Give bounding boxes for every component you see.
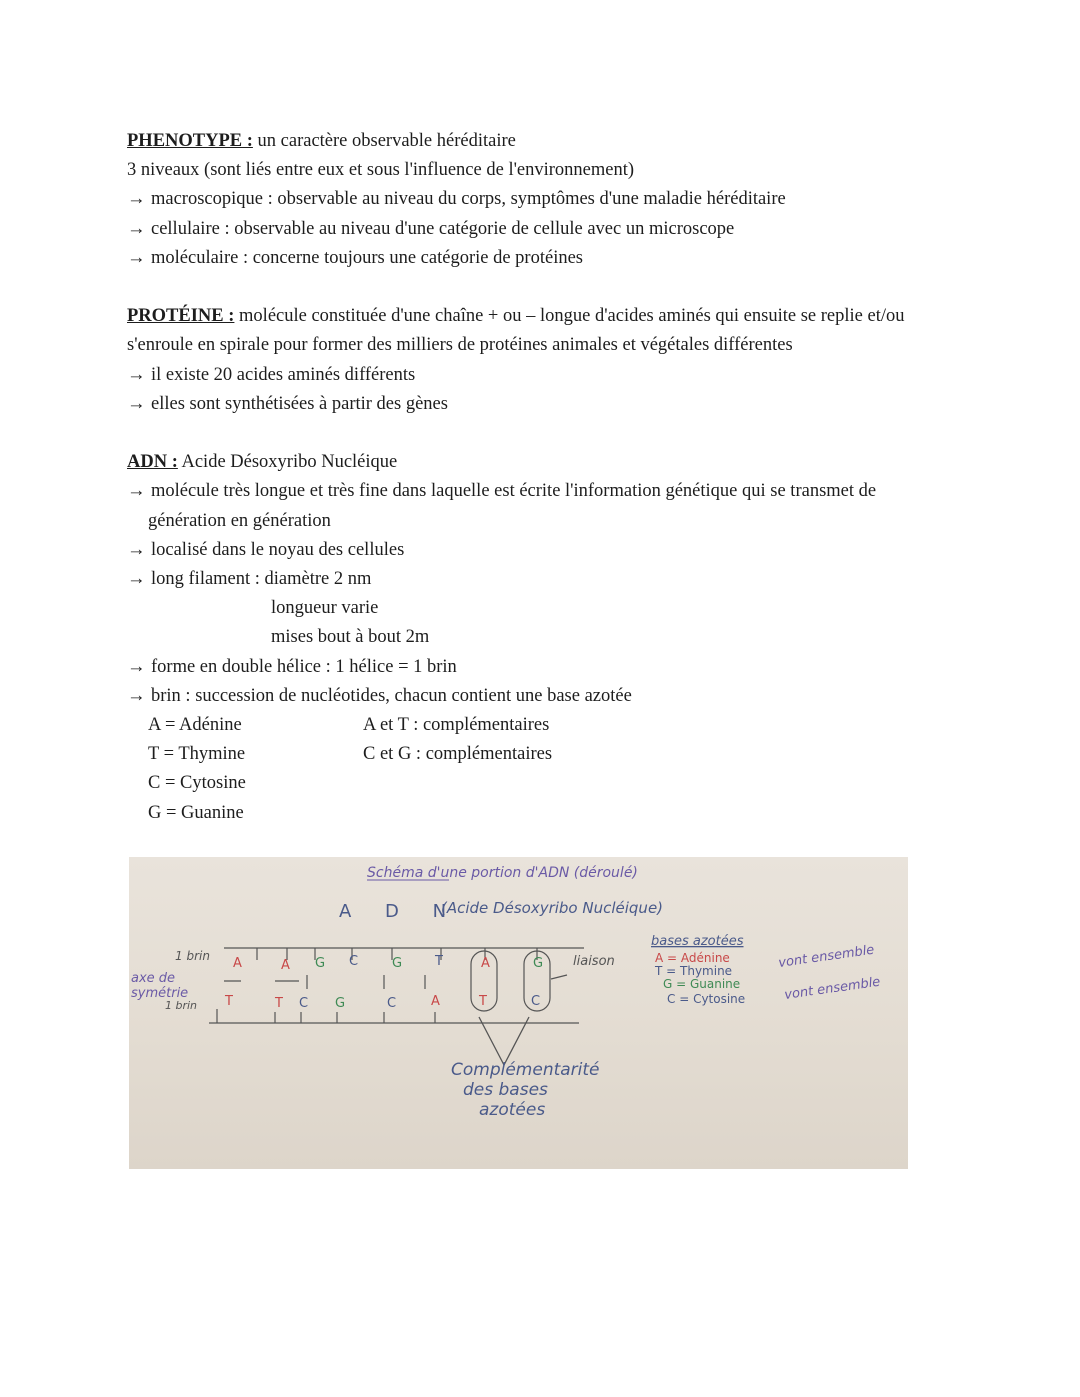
complement-item: C et G : complémentaires <box>363 744 553 765</box>
dna-diagram <box>129 857 908 1169</box>
base-row <box>127 740 957 769</box>
legend-ensemble-2: vont ensemble <box>783 974 882 1003</box>
label-brin-bottom: 1 brin <box>165 999 198 1012</box>
arrow-icon: → <box>127 189 146 210</box>
label-axe: axe de <box>131 971 176 986</box>
phenotype-bullet: → cellulaire : observable au niveau d'une catégorie de cellule avec un microscope <box>127 215 957 244</box>
arrow-icon: → <box>127 218 146 239</box>
document-body <box>127 127 957 828</box>
arrow-icon: → <box>127 364 146 385</box>
bottom-base: T <box>275 996 283 1011</box>
adn-heading: ADN : <box>127 452 178 473</box>
phenotype-bullet: → macroscopique : observable au niveau du corps, symptômes d'une maladie héréditaire <box>127 185 957 214</box>
complementarity-pointer <box>479 1017 529 1065</box>
legend-cytosine: C = Cytosine <box>667 992 746 1006</box>
phenotype-levels-intro: 3 niveaux (sont liés entre eux et sous l'influence de l'environnement) <box>127 160 635 181</box>
complement-item: A et T : complémentaires <box>363 715 550 736</box>
arrow-icon: → <box>127 393 146 414</box>
diagram-subtitle-full: (Acide Désoxyribo Nucléique) <box>441 899 664 917</box>
top-base: A <box>233 956 242 971</box>
adn-filament-total: mises bout à bout 2m <box>271 627 430 648</box>
phenotype-definition: un caractère observable héréditaire <box>252 131 516 151</box>
adn-bullet: → localisé dans le noyau des cellules <box>127 536 957 565</box>
phenotype-title-line <box>127 127 957 156</box>
arrow-icon: → <box>127 656 146 677</box>
arrow-icon: → <box>127 569 146 590</box>
bottom-base: T <box>225 994 233 1009</box>
adn-definition: Acide Désoxyribo Nucléique <box>177 452 398 473</box>
legend-thymine: T = Thymine <box>655 964 733 978</box>
bottom-base: C <box>299 996 309 1011</box>
adn-bullet: → brin : succession de nucléotides, chacun contient une base azotée <box>127 682 957 711</box>
phenotype-bullet: → moléculaire : concerne toujours une catégorie de protéines <box>127 244 957 273</box>
base-row <box>127 799 957 828</box>
top-base: A <box>281 958 290 973</box>
top-base: A <box>481 956 490 971</box>
adn-bullet: → long filament : diamètre 2 nm <box>127 565 957 594</box>
liaison-arrow <box>551 975 567 979</box>
label-brin-top: 1 brin <box>175 949 210 963</box>
bottom-base: C <box>531 994 541 1009</box>
base-item: T = Thymine <box>148 744 246 765</box>
phenotype-heading: PHENOTYPE : <box>127 131 253 151</box>
top-base: G <box>392 956 403 971</box>
legend-adenine: A = Adénine <box>655 951 730 965</box>
label-symetrie: symétrie <box>131 986 189 1001</box>
dna-diagram-photo <box>129 857 908 1169</box>
legend-title: bases azotées <box>651 934 744 949</box>
proteine-title-line <box>127 302 957 331</box>
base-item: C = Cytosine <box>148 773 246 794</box>
diagram-subtitle-letters: A D N <box>339 901 461 922</box>
compl-line-2: des bases <box>463 1080 548 1100</box>
arrow-icon: → <box>127 481 146 502</box>
proteine-heading: PROTÉINE : <box>127 306 235 327</box>
proteine-bullet: → elles sont synthétisées à partir des gènes <box>127 390 957 419</box>
diagram-title: Schéma d'une portion d'ADN (déroulé) <box>367 865 638 881</box>
arrow-icon: → <box>127 539 146 560</box>
base-row <box>127 711 957 740</box>
bottom-base: G <box>335 996 346 1011</box>
label-liaison: liaison <box>573 954 615 969</box>
compl-line-1: Complémentarité <box>451 1060 600 1080</box>
bottom-base: T <box>479 994 487 1009</box>
adn-title-line <box>127 448 957 477</box>
base-row <box>127 769 957 798</box>
top-base: T <box>435 954 443 969</box>
adn-bullet-cont: génération en génération <box>148 510 331 531</box>
proteine-bullet: → il existe 20 acides aminés différents <box>127 361 957 390</box>
legend-guanine: G = Guanine <box>663 977 741 991</box>
proteine-definition: molécule constituée d'une chaîne + ou – longue d'acides aminés qui ensuite se replie et/ou <box>234 306 905 327</box>
bottom-base: C <box>387 996 397 1011</box>
adn-bullet: → forme en double hélice : 1 hélice = 1 brin <box>127 653 957 682</box>
adn-filament-length: longueur varie <box>271 598 379 619</box>
base-item: G = Guanine <box>148 802 244 823</box>
top-base: G <box>533 956 544 971</box>
bottom-base: A <box>431 994 440 1009</box>
arrow-icon: → <box>127 247 146 268</box>
arrow-icon: → <box>127 685 146 706</box>
compl-line-3: azotées <box>479 1100 546 1120</box>
adn-bullet: → molécule très longue et très fine dans laquelle est écrite l'information génétique qui se transmet de <box>127 477 957 506</box>
top-base: C <box>349 954 359 969</box>
top-base: G <box>315 956 326 971</box>
proteine-definition-cont: s'enroule en spirale pour former des milliers de protéines animales et végétales différentes <box>127 335 793 356</box>
legend-ensemble-1: vont ensemble <box>777 942 876 971</box>
base-item: A = Adénine <box>148 715 242 736</box>
